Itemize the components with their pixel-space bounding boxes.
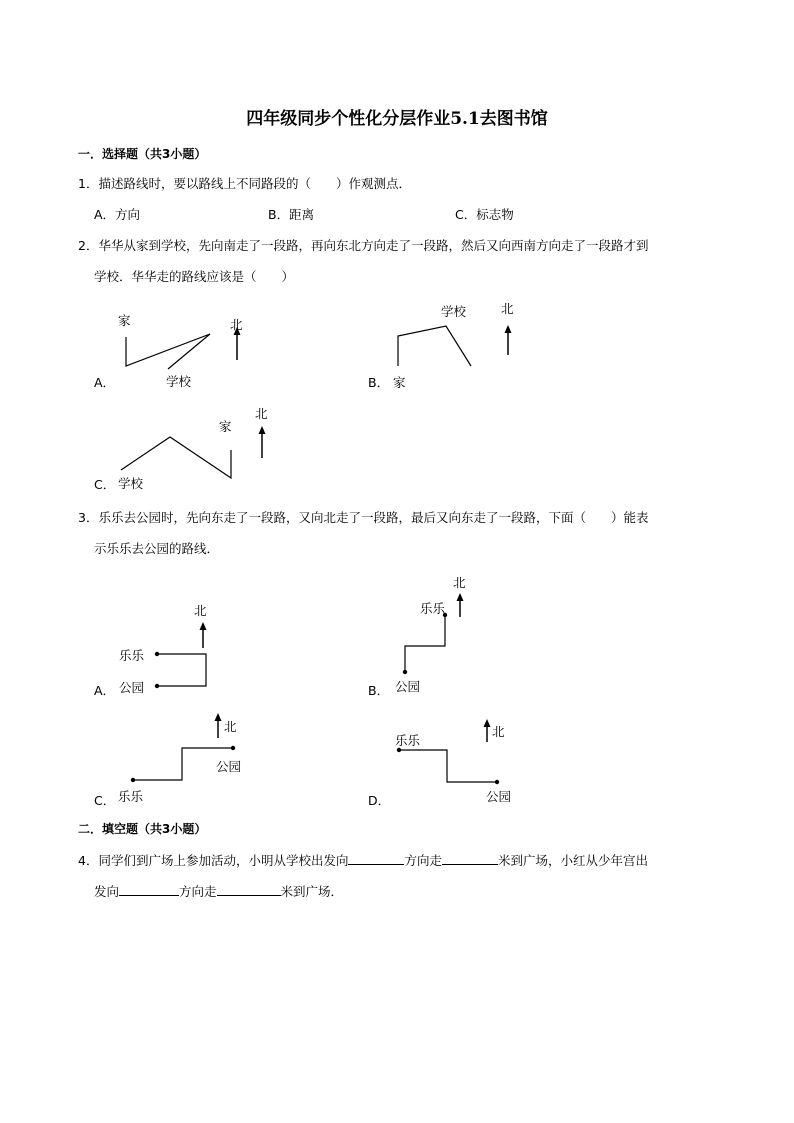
label-lele: 乐乐 (118, 789, 144, 804)
question-1-text: 1．描述路线时，要以路线上不同路段的（ ）作观测点． (78, 176, 411, 191)
label-park: 公园 (486, 789, 512, 804)
answer-blank[interactable] (217, 881, 281, 896)
route-line (399, 750, 497, 782)
answer-blank[interactable] (119, 881, 179, 896)
question-3-figure-a (150, 610, 230, 700)
question-4-text: 方向走 (404, 853, 442, 868)
label-north: 北 (492, 724, 505, 739)
label-park: 公园 (119, 680, 145, 695)
question-2-text-line1: 2．华华从家到学校，先向南走了一段路，再向东北方向走了一段路，然后又向西南方向走了一段路才到 (78, 238, 649, 253)
north-arrow-icon (505, 325, 512, 333)
end-dot (155, 684, 159, 688)
question-2-option-a[interactable]: A． (94, 375, 116, 390)
question-3-option-c[interactable]: C． (94, 793, 116, 808)
page-title: 四年级同步个性化分层作业5.1去图书馆 (246, 109, 548, 129)
question-1-option-c[interactable]: C．标志物 (455, 207, 514, 222)
question-2-option-c[interactable]: C． (94, 477, 116, 492)
question-3-figure-b (395, 580, 485, 680)
label-north: 北 (230, 317, 243, 332)
north-arrow-icon (457, 593, 464, 601)
answer-blank[interactable] (442, 850, 498, 865)
label-north: 北 (255, 406, 268, 421)
label-north: 北 (453, 575, 466, 590)
label-school: 学校 (441, 304, 467, 319)
north-arrow-icon (215, 713, 222, 721)
route-line (126, 334, 210, 369)
question-1-option-a[interactable]: A．方向 (94, 207, 141, 222)
question-4-text: 发向 (94, 884, 120, 899)
question-2-option-b[interactable]: B． (368, 375, 390, 390)
question-3-text-line2: 示乐乐去公园的路线． (94, 541, 220, 556)
question-3-option-b[interactable]: B． (368, 683, 390, 698)
route-line (121, 437, 231, 478)
question-3-option-a[interactable]: A． (94, 683, 116, 698)
route-line (405, 615, 445, 672)
label-park: 公园 (395, 679, 421, 694)
label-park: 公园 (216, 759, 242, 774)
label-lele: 乐乐 (395, 733, 421, 748)
label-home: 家 (219, 419, 232, 434)
question-4-text: 米到广场． (280, 884, 344, 899)
label-north: 北 (194, 603, 207, 618)
label-north: 北 (501, 301, 514, 316)
section-heading-fill: 二．填空题（共3小题） (78, 822, 207, 836)
answer-blank[interactable] (348, 850, 404, 865)
start-dot (155, 652, 159, 656)
label-north: 北 (224, 719, 237, 734)
question-4-text: 方向走 (179, 884, 217, 899)
route-line (157, 654, 206, 686)
north-arrow-icon (200, 622, 207, 630)
question-4-text: 米到广场，小红从少年宫出 (497, 853, 648, 868)
label-home: 家 (393, 375, 406, 390)
section-heading-choice: 一．选择题（共3小题） (78, 147, 207, 161)
label-lele: 乐乐 (420, 601, 446, 616)
north-arrow-icon (259, 426, 266, 434)
question-2-text-line2: 学校．华华走的路线应该是（ ） (94, 269, 295, 284)
end-dot (495, 780, 499, 784)
start-dot (131, 778, 135, 782)
label-home: 家 (118, 313, 131, 328)
route-line (398, 326, 471, 366)
label-lele: 乐乐 (119, 648, 145, 663)
north-arrow-icon (484, 719, 491, 727)
question-1-option-b[interactable]: B．距离 (268, 207, 315, 222)
question-4-line1 (78, 850, 648, 871)
label-school: 学校 (166, 374, 192, 389)
question-3-text-line1: 3．乐乐去公园时，先向东走了一段路，又向北走了一段路，最后又向东走了一段路，下面（ ）能表 (78, 510, 649, 525)
question-4-text: 4．同学们到广场上参加活动，小明从学校出发向 (78, 853, 349, 868)
question-3-option-d[interactable]: D． (368, 793, 391, 808)
end-dot (231, 746, 235, 750)
question-4-line2 (94, 881, 343, 902)
label-school: 学校 (118, 476, 144, 491)
start-dot (403, 670, 407, 674)
